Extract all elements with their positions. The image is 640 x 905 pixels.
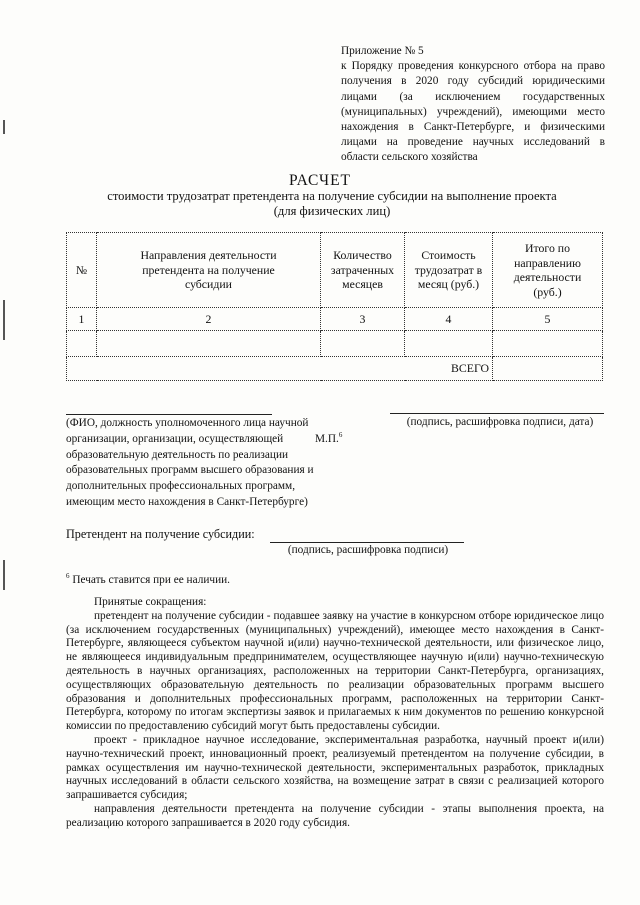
footnote — [66, 572, 230, 586]
table-row — [67, 331, 603, 357]
applicant-label: Претендент на получение субсидии: — [66, 527, 255, 541]
header-cell: Стоимость трудозатрат в месяц (руб.) — [405, 233, 493, 308]
header-cell: Итого по направлению деятельности (руб.) — [493, 233, 603, 308]
document-title: РАСЧЕТ — [288, 172, 352, 189]
number-cell: 2 — [97, 308, 321, 331]
subtitle-line-1: стоимости трудозатрат претендента на получение субсидии на выполнение проекта — [107, 189, 557, 203]
calculation-table — [66, 232, 603, 381]
document-subtitle — [80, 189, 584, 219]
signature-line-left — [66, 414, 272, 415]
footnote-ref: 6 — [66, 572, 70, 580]
abbreviation-paragraph: проект - прикладное научное исследование, экспериментальная разработка, научный проект и(или) научно-технический проект, инновационный проект, реализуемый претендентом на получение субсидии, в рамках осуществления им научно-технической деятельности, экспериментальных разработок, прикладных научных исследований в области сельского хозяйства, на возмещение затрат в связи с реализацией которого запрашивается субсидия; — [66, 733, 604, 802]
scan-margin-mark — [3, 560, 5, 590]
header-cell: Количество затраченных месяцев — [321, 233, 405, 308]
empty-cell — [493, 331, 603, 357]
empty-cell — [405, 331, 493, 357]
number-cell: 4 — [405, 308, 493, 331]
stamp-place — [315, 431, 342, 445]
empty-cell — [97, 331, 321, 357]
subtitle-line-2: (для физических лиц) — [273, 204, 391, 218]
empty-cell — [67, 331, 97, 357]
abbreviation-paragraph: направления деятельности претендента на получение субсидии - этапы выполнения проекта, на реализацию которого запрашивается в 2020 году субсидия. — [66, 802, 604, 829]
appendix-title: Приложение № 5 — [341, 45, 424, 57]
total-value-cell — [493, 357, 603, 381]
stamp-footnote-ref: 6 — [338, 431, 343, 439]
appendix-body: к Порядку проведения конкурсного отбора на право получения в 2020 году субсидий юридическими лицами (за исключением государственных (муниципальных) учреждений), имеющими место нахождения в Санкт-Петербурге, и физическими лицами на проведение научных исследований в области сельского хозяйства — [341, 60, 605, 164]
scan-margin-mark — [3, 120, 5, 134]
empty-cell — [321, 331, 405, 357]
table-header-row — [67, 233, 603, 308]
header-cell: Направления деятельности претендента на получение субсидии — [97, 233, 321, 308]
appendix-block — [341, 44, 605, 166]
footnote-text: Печать ставится при ее наличии. — [72, 573, 230, 586]
signature-caption: (подпись, расшифровка подписи, дата) — [406, 416, 594, 428]
abbreviations-section — [66, 596, 604, 831]
abbreviation-paragraph: претендент на получение субсидии - подавшее заявку на участие в конкурсном отборе юридическое лицо (за исключением государственных (муниципальных) учреждений), имеющее место нахождения в Санкт-Петербурге, являющееся субъектом научной и(или) научно-технической деятельности, или физическое лицо, не являющееся индивидуальным предпринимателем, осуществляющее научную и(или) научно-техническую деятельность в научных организациях, расположенных на территории Санкт-Петербурга, организациях, осуществляющих образовательную деятельность по реализации образовательных программ высшего образования и дополнительных профессиональных программ, расположенных на территории Санкт-Петербурга, которому по итогам экспертизы заявок и прилагаемых к ним документов по решению конкурсной комиссии по предоставлению субсидий могут быть предоставлены субсидии. — [66, 609, 604, 733]
table-total-row — [67, 357, 603, 381]
stamp-label: М.П. — [315, 432, 339, 445]
total-label: ВСЕГО — [67, 357, 493, 381]
header-cell: № — [67, 233, 97, 308]
number-cell: 1 — [67, 308, 97, 331]
signature-line-right — [390, 413, 604, 414]
scan-margin-mark — [3, 300, 5, 340]
table-number-row — [67, 308, 603, 331]
applicant-caption: (подпись, расшифровка подписи) — [287, 544, 449, 556]
number-cell: 3 — [321, 308, 405, 331]
official-caption: (ФИО, должность уполномоченного лица научной организации, организации, осуществляющей образовательную деятельность по реализации образовательных программ высшего образования и дополнительных профессиональных программ, имеющим место нахождения в Санкт-Петербурге) — [66, 417, 314, 508]
abbreviations-heading: Принятые сокращения: — [94, 596, 207, 608]
number-cell: 5 — [493, 308, 603, 331]
applicant-signature-line — [270, 542, 464, 543]
